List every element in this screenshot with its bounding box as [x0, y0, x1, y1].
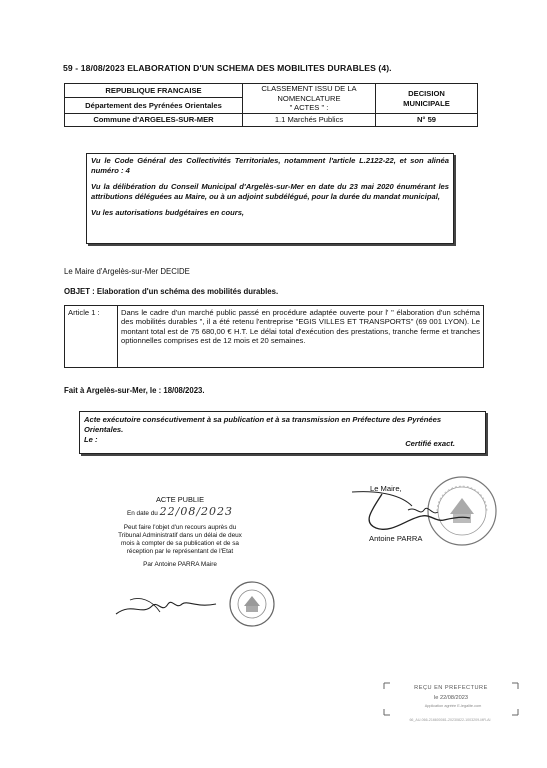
decide-line: Le Maire d'Argelès-sur-Mer DECIDE — [64, 267, 190, 276]
visa-cgct: Vu le Code Général des Collectivités Territoriales, notamment l'article L.2122-22, et son alinéa numéro : 4 — [91, 156, 449, 175]
acte-publie-date: 22/08/2023 — [159, 505, 234, 518]
acte-publie-par: Par Antoine PARRA Maire — [143, 561, 217, 568]
article-text: Dans le cadre d'un marché public passé en procédure adaptée ouverte pour l' " élaboration d'un schéma des mobilités durables ", il a été retenu l'entreprise "EGIS VILLES ET TRANSPORTS" (69 001 LYON). Le montant total est de 75 680,00 € H.T. Le délai total d'exécution des prestations, tranche ferme et tranches optionnelles comprises est de 12 mois et 20 semaines. — [118, 306, 484, 368]
mayor-signature-graphic — [312, 488, 472, 538]
acte-publie-recours: Peut faire l'objet d'un recours auprès du Tribunal Administratif dans un délai de deux mois à compter de sa publication et de sa réception par le représentant de l'Etat — [118, 524, 242, 555]
certifie-exact: Certifié exact. — [405, 439, 455, 449]
visa-budget: Vu les autorisations budgétaires en cours, — [91, 208, 245, 218]
mayor-name: Antoine PARRA — [369, 534, 423, 543]
document-title: 59 - 18/08/2023 ELABORATION D'UN SCHEMA DES MOBILITES DURABLES (4). — [63, 63, 392, 73]
small-signature-graphic — [112, 592, 222, 622]
prefecture-stamp-id: 66_AU-066-216600081-20230822-1003209-MR-AI — [409, 718, 491, 722]
header-classement-line2: NOMENCLATURE — [277, 93, 341, 103]
header-decision-number: N° 59 — [376, 114, 478, 127]
acte-publie-block — [115, 496, 245, 569]
header-table — [64, 83, 478, 127]
header-nomenclature-code: 1.1 Marchés Publics — [243, 114, 376, 127]
prefecture-stamp-label: REÇU EN PREFECTURE — [414, 685, 488, 691]
article-table — [64, 305, 484, 368]
prefecture-stamp-app: Application agréée E-legalite.com — [424, 704, 482, 708]
prefecture-stamp-date: le 22/08/2023 — [434, 695, 468, 701]
visas-box — [86, 153, 454, 244]
fait-line: Fait à Argelès-sur-Mer, le : 18/08/2023. — [64, 386, 205, 395]
objet-line: OBJET : Elaboration d'un schéma des mobilités durables. — [64, 287, 279, 296]
execution-box — [79, 411, 486, 454]
article-label: Article 1 : — [65, 306, 118, 368]
acte-publie-date-label: En date du — [126, 510, 158, 517]
header-decision-line2: MUNICIPALE — [403, 98, 450, 108]
visa-deliberation: Vu la délibération du Conseil Municipal d'Argelès-sur-Mer en date du 23 mai 2020 énumérant les attributions déléguées au Maire, ou à un adjoint subdélégué, pour la durée du mandat municipal, — [91, 182, 449, 201]
execution-le: Le : — [84, 434, 98, 444]
header-classement-line1: CLASSEMENT ISSU DE LA — [261, 84, 357, 94]
maire-label: Le Maire, — [370, 484, 402, 493]
header-decision-line1: DECISION — [408, 88, 445, 98]
header-commune: Commune d'ARGELES-SUR-MER — [65, 114, 243, 127]
header-departement: Département des Pyrénées Orientales — [65, 98, 243, 114]
acte-publie-heading: ACTE PUBLIE — [155, 495, 205, 504]
header-classement — [243, 84, 376, 114]
header-decision — [376, 84, 478, 114]
header-classement-line3: " ACTES " : — [289, 103, 329, 113]
small-seal-icon — [228, 580, 276, 628]
header-republique: REPUBLIQUE FRANCAISE — [65, 84, 243, 98]
execution-text: Acte exécutoire consécutivement à sa publication et à sa transmission en Préfecture des Pyrénées Orientales. — [84, 415, 442, 434]
